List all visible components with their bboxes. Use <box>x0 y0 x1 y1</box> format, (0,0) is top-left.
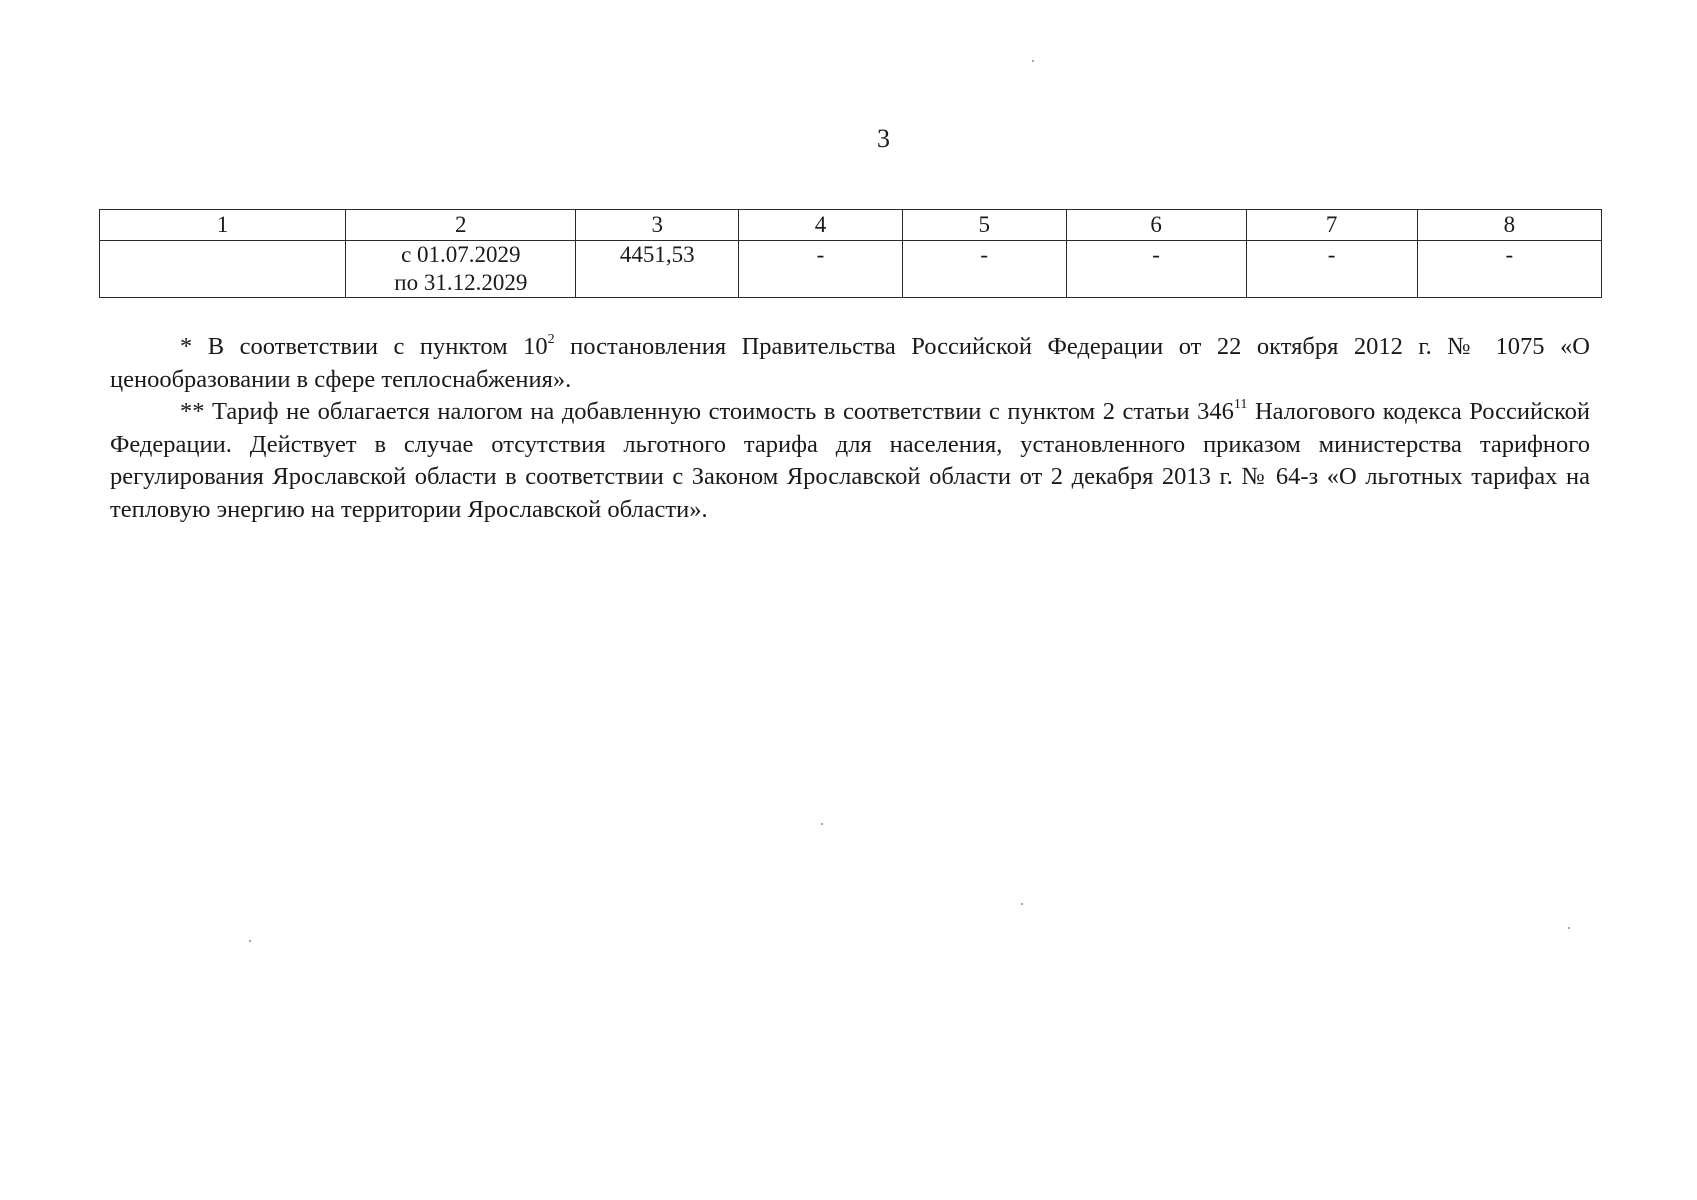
scan-speck <box>821 823 823 825</box>
footnote-2-text-after: Налогового кодекса Российской Федерации. Действует в случае отсутствия льготного тарифа для населения, установленного приказом министерства тарифного регулирования Ярославской области в соответствии с Законом Ярославской области от 2 декабря 2013 г. № 64-з «О льготных тарифах на тепловую энергию на территории Ярославской области». <box>110 398 1590 523</box>
scan-speck <box>1568 927 1570 929</box>
footnote-1-text-before: * В соответствии с пунктом 10 <box>180 333 548 360</box>
footnote-1 <box>110 331 1590 396</box>
footnote-2-superscript: 11 <box>1233 397 1248 412</box>
column-number-5: 5 <box>902 210 1066 241</box>
column-number-6: 6 <box>1066 210 1246 241</box>
table-cell-dash: - <box>1417 241 1601 298</box>
period-from: с 01.07.2029 <box>401 242 521 267</box>
column-number-3: 3 <box>576 210 739 241</box>
table-cell-tariff: 4451,53 <box>576 241 739 298</box>
table-cell-period <box>346 241 576 298</box>
table-cell-dash: - <box>1066 241 1246 298</box>
column-number-7: 7 <box>1246 210 1417 241</box>
footnote-2 <box>110 396 1590 526</box>
footnote-2-text-before: ** Тариф не облагается налогом на добавленную стоимость в соответствии с пунктом 2 статьи 346 <box>180 398 1234 425</box>
scan-speck <box>249 940 251 942</box>
column-number-2: 2 <box>346 210 576 241</box>
table-cell-dash: - <box>739 241 903 298</box>
table-header-row <box>100 210 1602 241</box>
table-cell-dash: - <box>1246 241 1417 298</box>
scan-speck <box>1032 60 1034 62</box>
page-number: 3 <box>877 124 890 153</box>
footnote-1-superscript: 2 <box>547 332 555 347</box>
scan-speck <box>1021 903 1023 905</box>
footnote-1-text-after: постановления Правительства Российской Федерации от 22 октября 2012 г. № 1075 «О ценообразовании в сфере теплоснабжения». <box>110 333 1590 393</box>
footnotes <box>110 331 1590 526</box>
table-cell-dash: - <box>902 241 1066 298</box>
column-number-1: 1 <box>100 210 346 241</box>
tariff-table <box>99 209 1602 298</box>
column-number-8: 8 <box>1417 210 1601 241</box>
column-number-4: 4 <box>739 210 903 241</box>
period-to: по 31.12.2029 <box>394 270 528 295</box>
table-cell-empty <box>100 241 346 298</box>
table-row <box>100 241 1602 298</box>
